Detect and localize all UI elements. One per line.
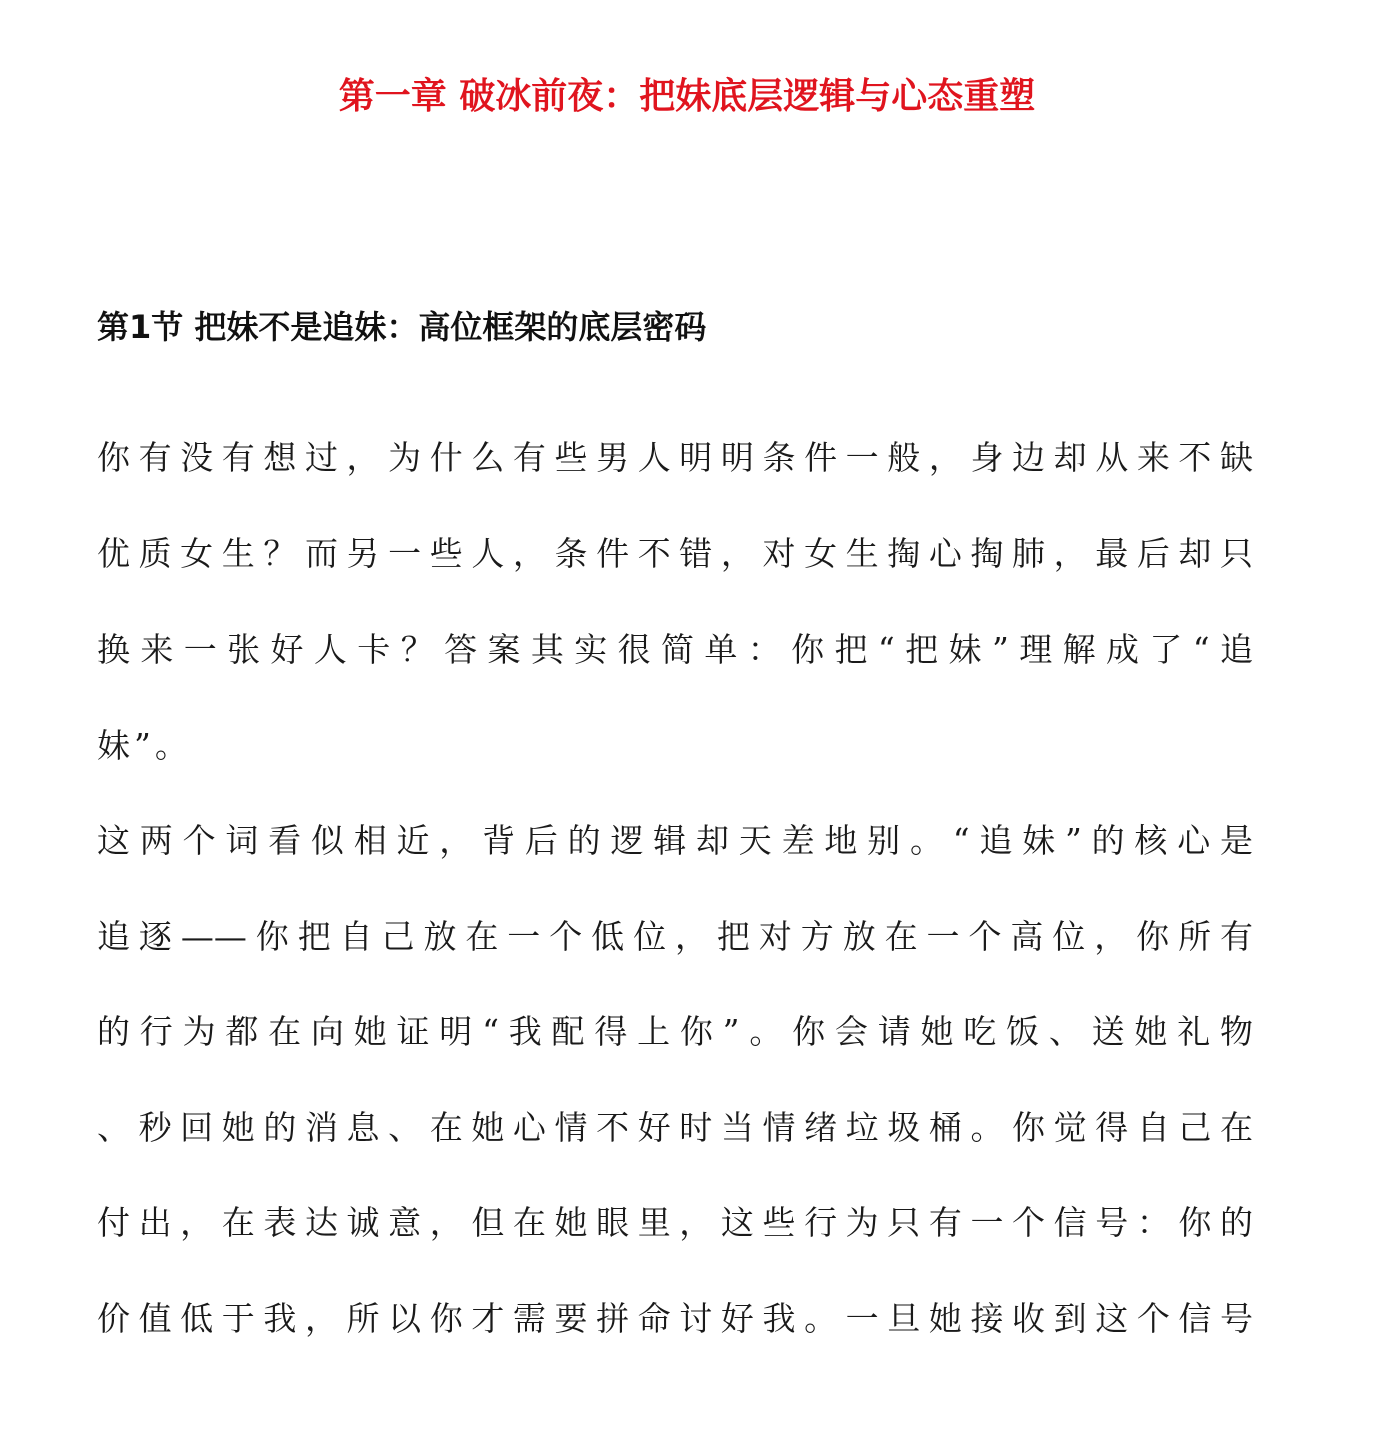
paragraph-line: 妹”。 <box>97 726 192 765</box>
paragraph-line: 的行为都在向她证明“我配得上你”。你会请她吃饭、送她礼物 <box>97 1012 1253 1051</box>
paragraph-line: 你有没有想过，为什么有些男人明明条件一般，身边却从来不缺 <box>97 438 1253 477</box>
paragraph-line: 价值低于我，所以你才需要拼命讨好我。一旦她接收到这个信号 <box>97 1299 1253 1338</box>
paragraph-line: 换来一张好人卡？答案其实很简单：你把“把妹”理解成了“追 <box>97 630 1253 669</box>
chapter-title: 第一章 破冰前夜：把妹底层逻辑与心态重塑 <box>338 76 1036 117</box>
paragraph-line: 优质女生？而另一些人，条件不错，对女生掏心掏肺，最后却只 <box>97 534 1253 573</box>
paragraph-line: 付出，在表达诚意，但在她眼里，这些行为只有一个信号：你的 <box>97 1203 1253 1242</box>
paragraph-line: 、秒回她的消息、在她心情不好时当情绪垃圾桶。你觉得自己在 <box>97 1108 1253 1147</box>
paragraph-line: 这两个词看似相近，背后的逻辑却天差地别。“追妹”的核心是 <box>97 821 1253 860</box>
section-title: 第1节 把妹不是追妹：高位框架的底层密码 <box>97 308 707 346</box>
paragraph-line: 追逐——你把自己放在一个低位，把对方放在一个高位，你所有 <box>97 917 1253 956</box>
